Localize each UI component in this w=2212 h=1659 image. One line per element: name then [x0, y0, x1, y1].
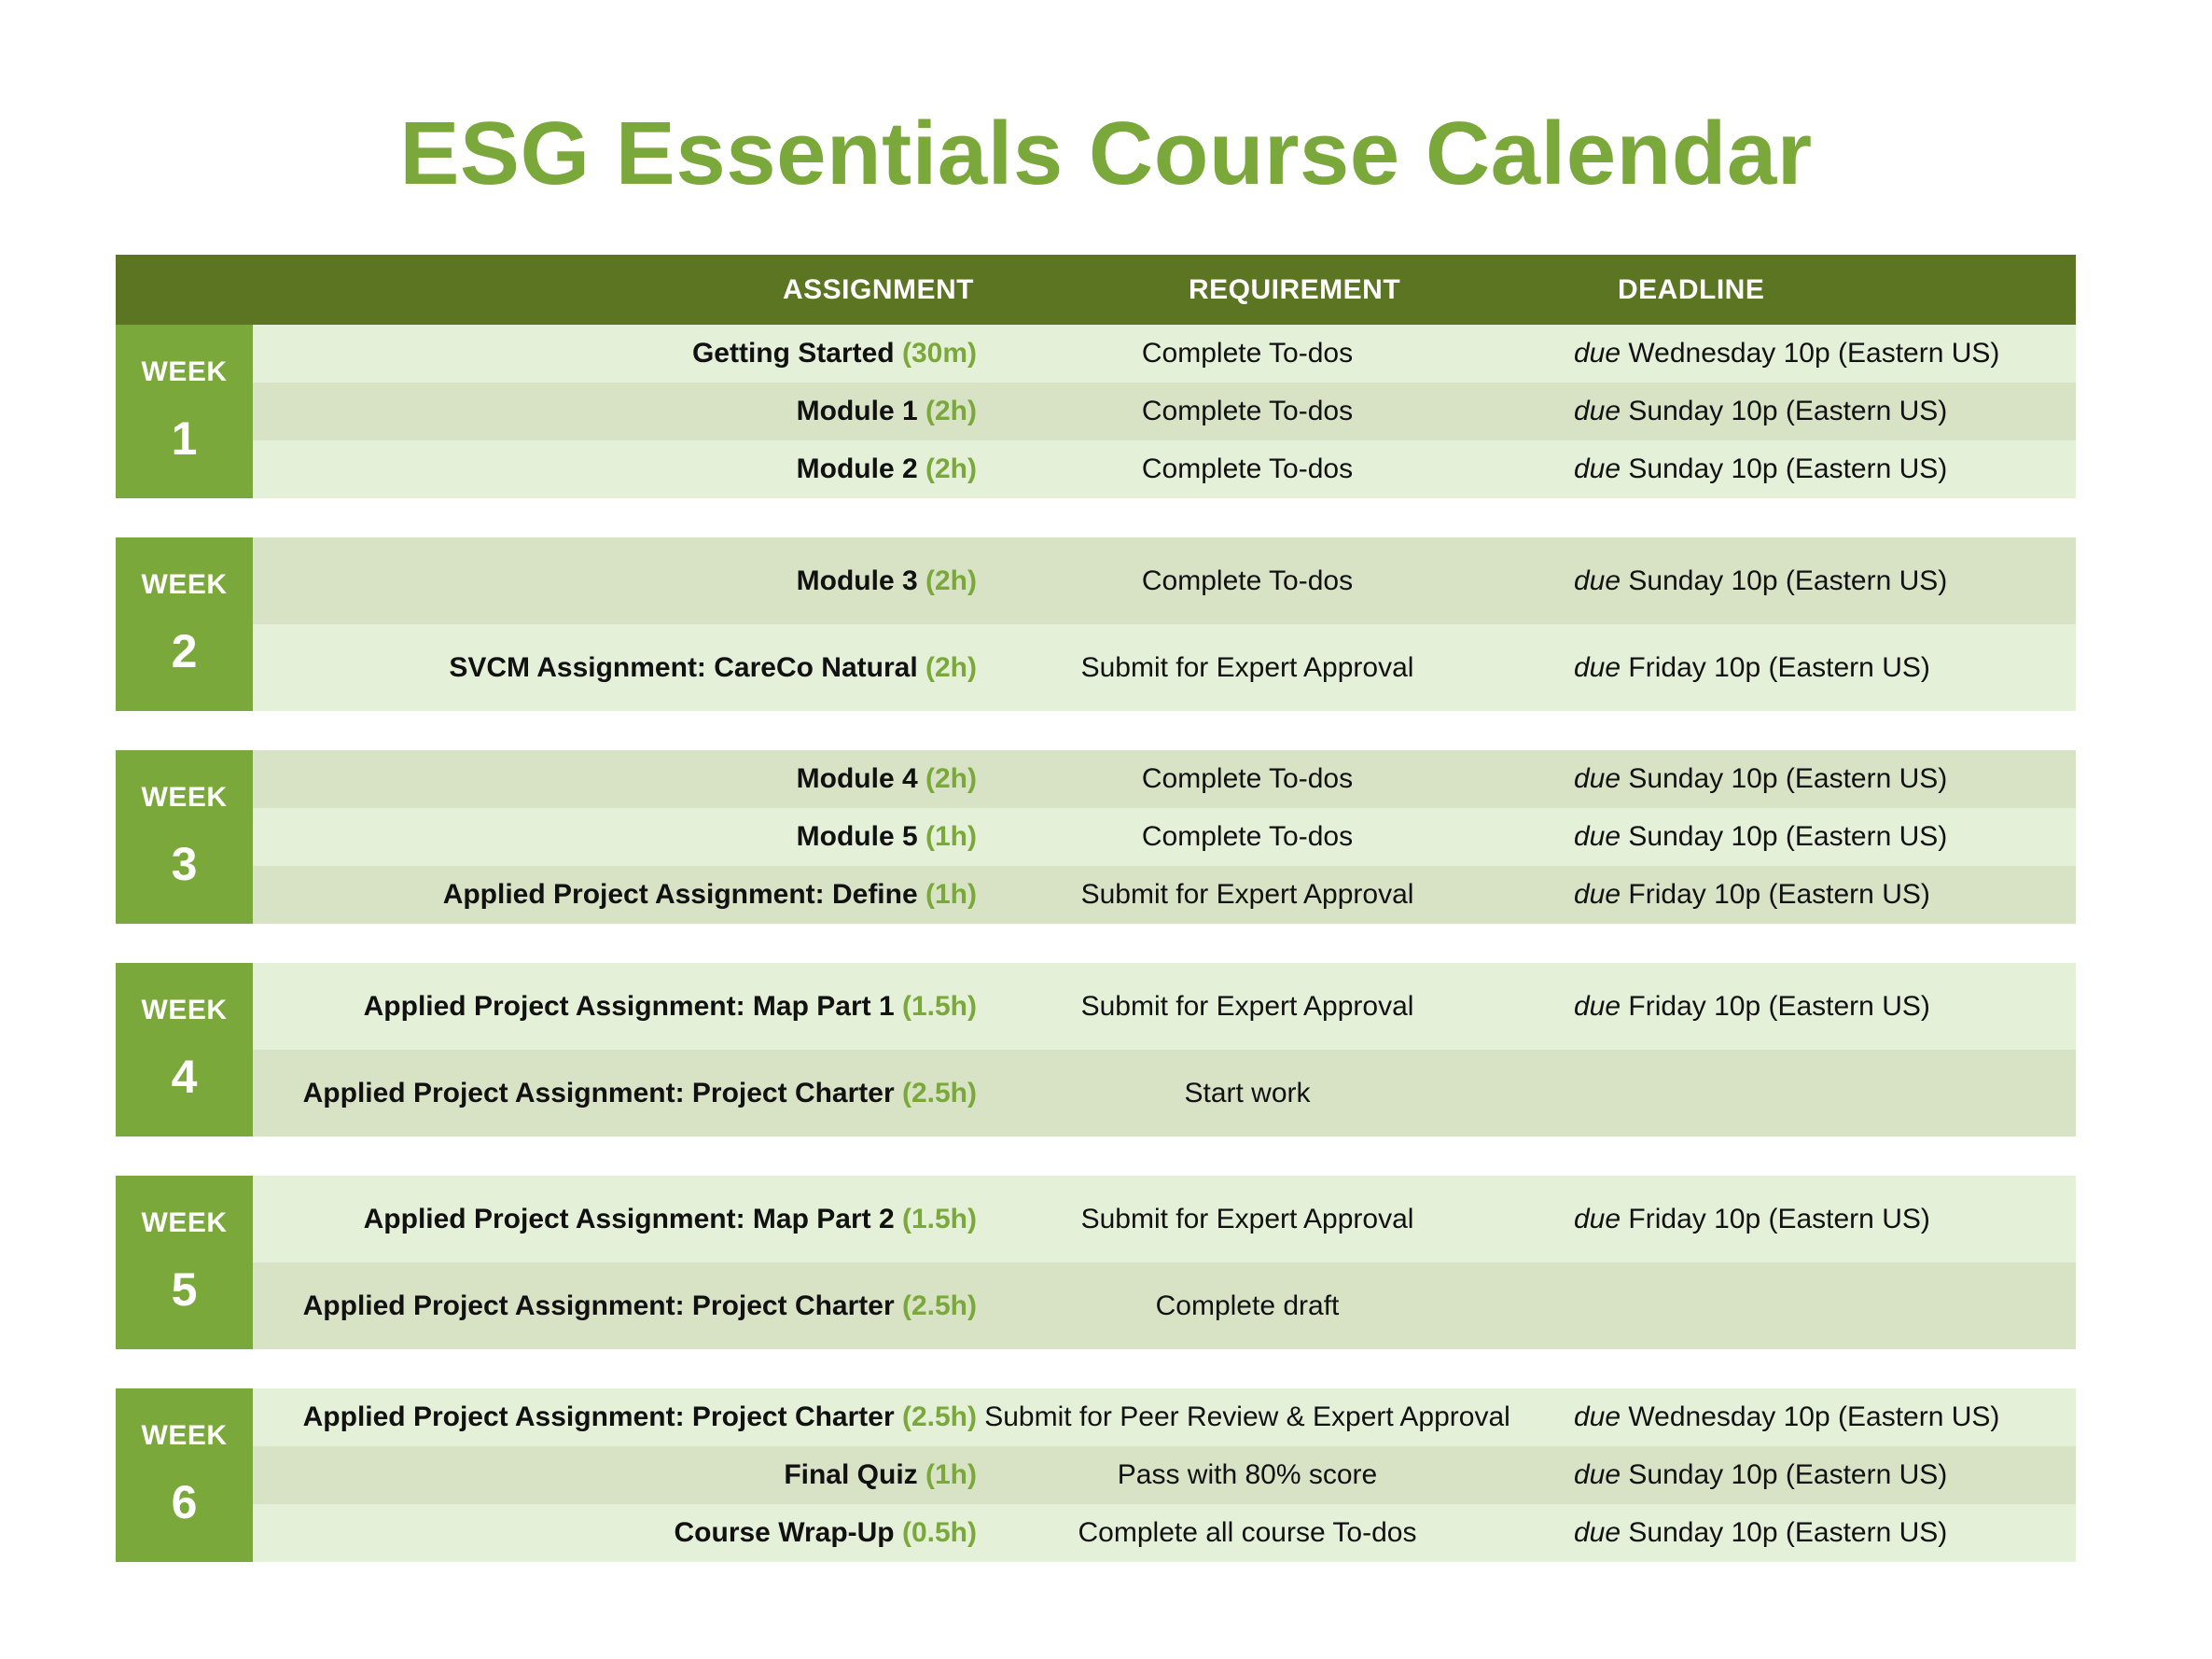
assignment-duration: (2.5h) — [901, 1401, 977, 1432]
table-row — [253, 1388, 2076, 1446]
deadline-cell — [1518, 338, 1999, 369]
deadline-text: Sunday 10p (Eastern US) — [1628, 565, 1948, 596]
deadline-cell — [1518, 1401, 1999, 1433]
table-row — [253, 866, 2076, 924]
assignment-cell — [253, 453, 977, 485]
table-row — [253, 963, 2076, 1050]
assignment-duration: (1h) — [925, 821, 977, 852]
deadline-text: Friday 10p (Eastern US) — [1628, 879, 1930, 910]
week-label — [116, 750, 253, 924]
deadline-text: Friday 10p (Eastern US) — [1628, 990, 1930, 1022]
week-block — [116, 537, 2076, 711]
week-word: WEEK — [141, 1207, 228, 1238]
week-number: 1 — [171, 412, 198, 465]
table-row — [253, 1176, 2076, 1262]
deadline-cell — [1518, 821, 1947, 853]
week-rows — [253, 1176, 2076, 1349]
due-label: due — [1574, 565, 1621, 596]
deadline-cell — [1518, 991, 1930, 1023]
assignment-name: Applied Project Assignment: Project Charter — [302, 1077, 895, 1108]
assignment-duration: (2.5h) — [901, 1077, 977, 1108]
assignment-name: Module 2 — [796, 453, 918, 484]
week-label — [116, 963, 253, 1136]
week-rows — [253, 325, 2076, 498]
due-label: due — [1574, 453, 1621, 484]
assignment-cell — [253, 1078, 977, 1109]
table-row — [253, 624, 2076, 711]
assignment-name: Module 4 — [796, 763, 918, 794]
week-block — [116, 963, 2076, 1136]
assignment-duration: (1.5h) — [901, 1203, 977, 1234]
assignment-duration: (2.5h) — [901, 1290, 977, 1321]
table-row — [253, 1262, 2076, 1349]
assignment-cell — [253, 652, 977, 684]
due-label: due — [1574, 338, 1621, 369]
requirement-cell: Submit for Expert Approval — [1080, 651, 1414, 683]
assignment-cell — [253, 991, 977, 1023]
deadline-cell — [1518, 396, 1947, 427]
assignment-duration: (30m) — [901, 338, 977, 369]
requirement-cell: Complete To-dos — [1141, 453, 1354, 484]
table-row — [253, 537, 2076, 624]
assignment-duration: (2h) — [925, 763, 977, 794]
due-label: due — [1574, 1401, 1621, 1432]
assignment-cell — [253, 879, 977, 911]
assignment-cell — [253, 1204, 977, 1235]
due-label: due — [1574, 821, 1621, 852]
deadline-cell — [1518, 652, 1930, 684]
requirement-cell: Complete To-dos — [1141, 763, 1354, 794]
deadline-text: Sunday 10p (Eastern US) — [1628, 1517, 1948, 1548]
assignment-name: Course Wrap-Up — [674, 1517, 895, 1548]
assignment-cell — [253, 396, 977, 427]
requirement-cell: Complete To-dos — [1141, 396, 1354, 426]
week-number: 6 — [171, 1476, 198, 1528]
assignment-name: Applied Project Assignment: Map Part 1 — [363, 990, 895, 1022]
requirement-cell: Complete all course To-dos — [1078, 1517, 1417, 1548]
table-row — [253, 1446, 2076, 1504]
table-row — [253, 1504, 2076, 1562]
week-rows — [253, 750, 2076, 924]
assignment-cell — [253, 1517, 977, 1549]
assignment-name: Module 1 — [796, 396, 918, 426]
assignment-name: Module 5 — [796, 821, 918, 852]
assignment-duration: (2h) — [925, 453, 977, 484]
requirement-cell: Pass with 80% score — [1117, 1459, 1378, 1490]
page-title: ESG Essentials Course Calendar — [399, 104, 1813, 203]
deadline-cell — [1518, 1517, 1947, 1549]
assignment-cell — [253, 821, 977, 853]
assignment-duration: (1.5h) — [901, 990, 977, 1022]
week-block — [116, 1176, 2076, 1349]
header-assignment: ASSIGNMENT — [782, 274, 974, 305]
table-row — [253, 325, 2076, 383]
week-number: 3 — [171, 838, 198, 890]
deadline-cell — [1518, 1459, 1947, 1491]
assignment-name: Final Quiz — [784, 1459, 918, 1490]
requirement-cell: Submit for Expert Approval — [1080, 879, 1414, 910]
requirement-cell: Complete draft — [1155, 1290, 1340, 1321]
assignment-cell — [253, 1290, 977, 1322]
due-label: due — [1574, 1203, 1621, 1234]
assignment-name: Applied Project Assignment: Map Part 2 — [363, 1203, 895, 1234]
week-rows — [253, 1388, 2076, 1562]
due-label: due — [1574, 1517, 1621, 1548]
assignment-cell — [253, 1459, 977, 1491]
week-rows — [253, 537, 2076, 711]
week-word: WEEK — [141, 569, 228, 600]
assignment-name: SVCM Assignment: CareCo Natural — [449, 651, 918, 683]
week-rows — [253, 963, 2076, 1136]
assignment-cell — [253, 1401, 977, 1433]
due-label: due — [1574, 990, 1621, 1022]
deadline-text: Sunday 10p (Eastern US) — [1628, 821, 1948, 852]
deadline-cell — [1518, 453, 1947, 485]
table-row — [253, 808, 2076, 866]
deadline-cell — [1518, 1204, 1930, 1235]
assignment-duration: (0.5h) — [901, 1517, 977, 1548]
deadline-text: Sunday 10p (Eastern US) — [1628, 1459, 1948, 1490]
deadline-text: Sunday 10p (Eastern US) — [1628, 453, 1948, 484]
assignment-duration: (1h) — [925, 1459, 977, 1490]
week-number: 4 — [171, 1051, 198, 1103]
requirement-cell: Start work — [1184, 1077, 1311, 1108]
assignment-duration: (1h) — [925, 879, 977, 910]
week-label — [116, 1388, 253, 1562]
deadline-text: Sunday 10p (Eastern US) — [1628, 396, 1948, 426]
week-label — [116, 1176, 253, 1349]
requirement-cell: Submit for Expert Approval — [1080, 1203, 1414, 1234]
assignment-cell — [253, 565, 977, 597]
due-label: due — [1574, 763, 1621, 794]
week-word: WEEK — [141, 995, 228, 1025]
assignment-name: Applied Project Assignment: Project Charter — [302, 1290, 895, 1321]
assignment-name: Applied Project Assignment: Define — [442, 879, 918, 910]
week-label — [116, 537, 253, 711]
assignment-cell — [253, 338, 977, 369]
week-label — [116, 325, 253, 498]
deadline-text: Wednesday 10p (Eastern US) — [1628, 1401, 2000, 1432]
week-word: WEEK — [141, 782, 228, 813]
deadline-cell — [1518, 565, 1947, 597]
weeks-container — [116, 325, 2076, 1562]
week-number: 5 — [171, 1263, 198, 1316]
assignment-name: Getting Started — [691, 338, 895, 369]
assignment-cell — [253, 763, 977, 795]
table-row — [253, 383, 2076, 440]
header-requirement: REQUIREMENT — [1189, 274, 1401, 305]
assignment-duration: (2h) — [925, 651, 977, 683]
deadline-text: Sunday 10p (Eastern US) — [1628, 763, 1948, 794]
requirement-cell: Complete To-dos — [1141, 565, 1354, 596]
deadline-cell — [1518, 763, 1947, 795]
week-block — [116, 750, 2076, 924]
deadline-cell — [1518, 879, 1930, 911]
week-word: WEEK — [141, 356, 228, 387]
deadline-text: Friday 10p (Eastern US) — [1628, 1203, 1930, 1234]
week-block — [116, 325, 2076, 498]
table-row — [253, 440, 2076, 498]
table-row — [253, 750, 2076, 808]
week-number: 2 — [171, 625, 198, 677]
table-header — [116, 255, 2076, 325]
due-label: due — [1574, 879, 1621, 910]
week-word: WEEK — [141, 1420, 228, 1451]
due-label: due — [1574, 1459, 1621, 1490]
assignment-name: Module 3 — [796, 565, 918, 596]
requirement-cell: Submit for Expert Approval — [1080, 990, 1414, 1022]
header-deadline: DEADLINE — [1618, 274, 1765, 305]
deadline-text: Friday 10p (Eastern US) — [1628, 651, 1930, 683]
requirement-cell: Complete To-dos — [1141, 338, 1354, 369]
requirement-cell: Complete To-dos — [1141, 821, 1354, 852]
requirement-cell: Submit for Peer Review & Expert Approval — [984, 1401, 1510, 1432]
assignment-name: Applied Project Assignment: Project Charter — [302, 1401, 895, 1432]
table-row — [253, 1050, 2076, 1136]
assignment-duration: (2h) — [925, 396, 977, 426]
deadline-text: Wednesday 10p (Eastern US) — [1628, 338, 2000, 369]
assignment-duration: (2h) — [925, 565, 977, 596]
due-label: due — [1574, 396, 1621, 426]
course-calendar-table — [116, 255, 2076, 1562]
week-block — [116, 1388, 2076, 1562]
due-label: due — [1574, 651, 1621, 683]
